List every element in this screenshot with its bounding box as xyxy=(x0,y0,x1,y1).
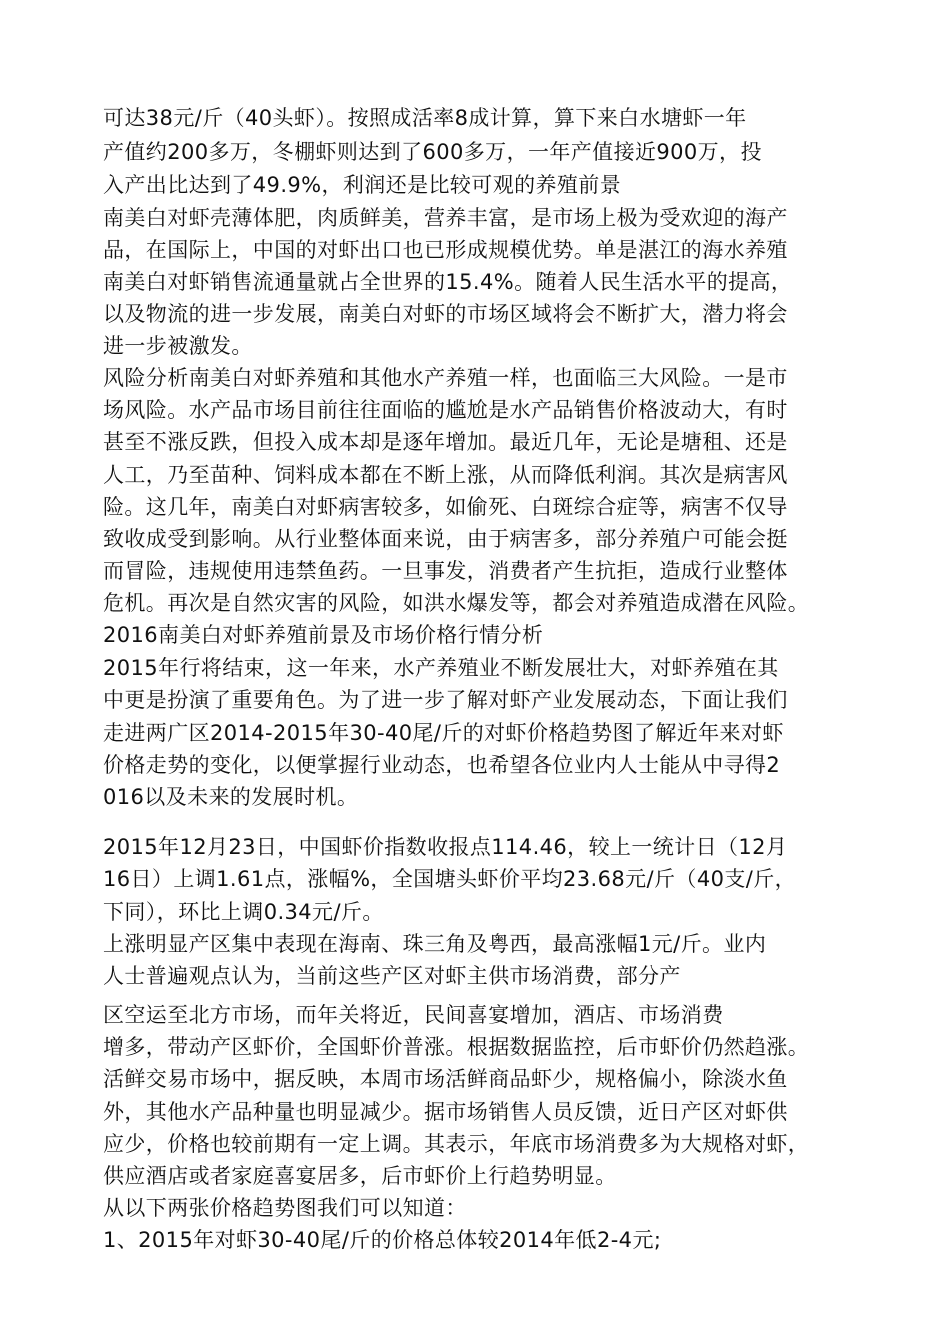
text-line: 外，其他水产品种量也明显减少。据市场销售人员反馈，近日产区对虾供 xyxy=(103,1100,788,1124)
text-line: 16日）上调1.61点，涨幅%，全国塘头虾价平均23.68元/斤（40支/斤， xyxy=(103,867,797,891)
text-line: 016以及未来的发展时机。 xyxy=(103,785,359,809)
text-line: 人士普遍观点认为，当前这些产区对虾主供市场消费，部分产 xyxy=(103,964,681,988)
text-line: 以及物流的进一步发展，南美白对虾的市场区域将会不断扩大，潜力将会 xyxy=(103,302,788,326)
text-line: 可达38元/斤（40头虾）。按照成活率8成计算，算下来白水塘虾一年 xyxy=(103,106,747,130)
text-line: 致收成受到影响。从行业整体面来说，由于病害多，部分养殖户可能会挺 xyxy=(103,527,788,551)
text-line: 从以下两张价格趋势图我们可以知道： xyxy=(103,1196,467,1220)
text-line: 下同），环比上调0.34元/斤。 xyxy=(103,900,384,924)
text-line: 进一步被激发。 xyxy=(103,334,253,358)
text-line: 价格走势的变化，以便掌握行业动态，也希望各位业内人士能从中寻得2 xyxy=(103,753,781,777)
text-line: 1、2015年对虾30-40尾/斤的价格总体较2014年低2-4元; xyxy=(103,1228,662,1252)
text-line: 应少，价格也较前期有一定上调。其表示，年底市场消费多为大规格对虾， xyxy=(103,1132,810,1156)
text-line: 南美白对虾壳薄体肥，肉质鲜美，营养丰富，是市场上极为受欢迎的海产 xyxy=(103,206,788,230)
text-line: 人工，乃至苗种、饲料成本都在不断上涨，从而降低利润。其次是病害风 xyxy=(103,463,788,487)
text-line: 而冒险，违规使用违禁鱼药。一旦事发，消费者产生抗拒，造成行业整体 xyxy=(103,559,788,583)
text-line: 产值约200多万，冬棚虾则达到了600多万，一年产值接近900万，投 xyxy=(103,140,762,164)
text-line: 区空运至北方市场，而年关将近，民间喜宴增加，酒店、市场消费 xyxy=(103,1003,724,1027)
text-line: 中更是扮演了重要角色。为了进一步了解对虾产业发展动态，下面让我们 xyxy=(103,688,788,712)
text-line: 走进两广区2014-2015年30-40尾/斤的对虾价格趋势图了解近年来对虾 xyxy=(103,721,784,745)
text-line: 供应酒店或者家庭喜宴居多，后市虾价上行趋势明显。 xyxy=(103,1164,617,1188)
section-heading: 2016南美白对虾养殖前景及市场价格行情分析 xyxy=(103,623,544,647)
text-line: 2015年行将结束，这一年来，水产养殖业不断发展壮大，对虾养殖在其 xyxy=(103,656,779,680)
text-line: 风险分析南美白对虾养殖和其他水产养殖一样，也面临三大风险。一是市 xyxy=(103,366,788,390)
text-line: 入产出比达到了49.9%，利润还是比较可观的养殖前景 xyxy=(103,173,622,197)
text-line: 甚至不涨反跌，但投入成本却是逐年增加。最近几年，无论是塘租、还是 xyxy=(103,430,788,454)
text-line: 危机。再次是自然灾害的风险，如洪水爆发等，都会对养殖造成潜在风险。 xyxy=(103,591,810,615)
text-line: 险。这几年，南美白对虾病害较多，如偷死、白斑综合症等，病害不仅导 xyxy=(103,495,788,519)
text-line: 南美白对虾销售流通量就占全世界的15.4%。随着人民生活水平的提高， xyxy=(103,270,793,294)
text-line: 品，在国际上，中国的对虾出口也已形成规模优势。单是湛江的海水养殖 xyxy=(103,238,788,262)
text-line: 活鲜交易市场中，据反映，本周市场活鲜商品虾少，规格偏小，除淡水鱼 xyxy=(103,1067,788,1091)
text-line: 上涨明显产区集中表现在海南、珠三角及粤西，最高涨幅1元/斤。业内 xyxy=(103,932,767,956)
text-line: 2015年12月23日，中国虾价指数收报点114.46，较上一统计日（12月 xyxy=(103,835,788,859)
text-line: 场风险。水产品市场目前往往面临的尴尬是水产品销售价格波动大，有时 xyxy=(103,398,788,422)
text-line: 增多，带动产区虾价，全国虾价普涨。根据数据监控，后市虾价仍然趋涨。 xyxy=(103,1035,810,1059)
